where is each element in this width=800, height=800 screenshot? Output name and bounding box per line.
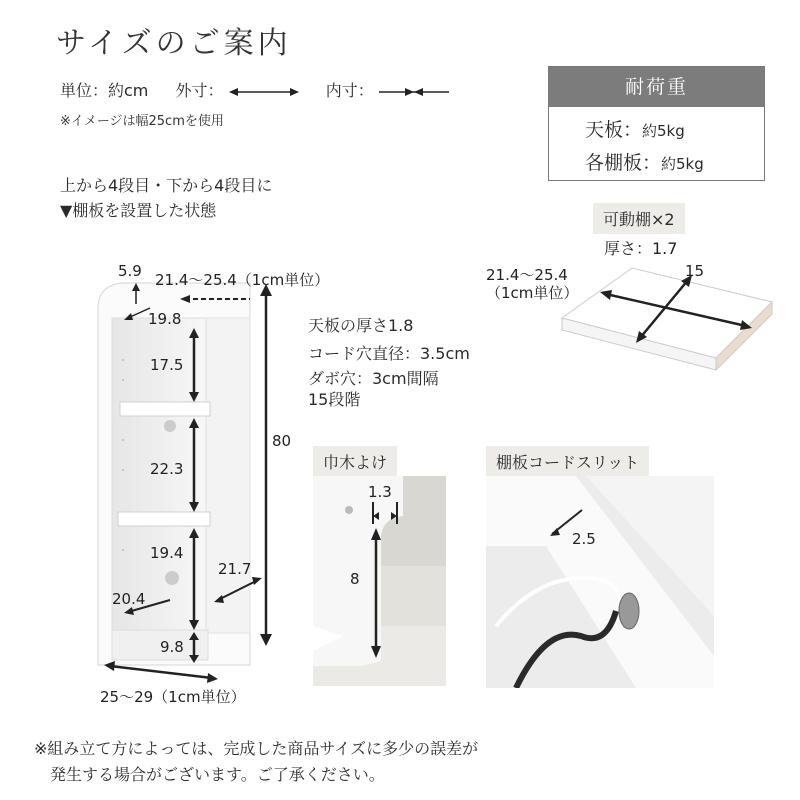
caption-line-1: 上から4段目・下から4段目に — [60, 176, 273, 195]
baseboard-title: 巾木よけ — [313, 446, 397, 477]
dim-h3: 19.4 — [150, 544, 184, 562]
load-shelf-value: 約5kg — [661, 155, 704, 173]
unit-label: 単位：約cm — [60, 81, 149, 100]
shelf-thickness: 厚さ：1.7 — [604, 239, 678, 258]
page-title: サイズのご案内 — [56, 26, 292, 61]
shelf-drawing — [550, 260, 780, 375]
load-top-value: 約5kg — [642, 122, 685, 140]
dim-h1: 17.5 — [150, 356, 184, 374]
slit-photo — [486, 476, 714, 688]
dim-top-thickness-w: 5.9 — [118, 262, 142, 280]
slit-title: 棚板コードスリット — [486, 446, 649, 477]
dim-height: 80 — [272, 432, 292, 450]
outer-label: 外寸： — [175, 81, 224, 100]
dim-h2: 22.3 — [150, 460, 184, 478]
baseboard-height: 8 — [350, 570, 360, 588]
dim-width-range: 21.4〜25.4（1cm単位） — [155, 271, 330, 289]
spec-dowel: ダボ穴：3cm間隔 — [308, 369, 439, 388]
shelf-width-line1: 21.4〜25.4 — [486, 266, 568, 284]
spec-steps: 15段階 — [308, 390, 361, 409]
dim-bottom-width: 25〜29（1cm単位） — [100, 688, 246, 706]
shelf-width-line2: （1cm単位） — [486, 284, 579, 302]
shelf-depth: 15 — [685, 262, 705, 280]
dim-inner-width: 19.8 — [148, 310, 182, 328]
footer-line-1: ※組み立て方によっては、完成した商品サイズに多少の誤差が — [34, 739, 479, 758]
spec-top-thickness: 天板の厚さ1.8 — [308, 316, 414, 335]
load-top-label: 天板： — [585, 119, 643, 141]
spec-cord-hole: コード穴直径：3.5cm — [308, 344, 470, 363]
dim-h4: 20.4 — [112, 590, 146, 608]
image-note: ※イメージは幅25cmを使用 — [60, 114, 224, 129]
shelf-title: 可動棚×2 — [593, 203, 685, 234]
footer-note — [34, 736, 478, 788]
dim-plinth: 9.8 — [160, 638, 184, 656]
baseboard-width: 1.3 — [368, 483, 392, 501]
baseboard-photo — [313, 476, 446, 686]
load-shelf-label: 各棚板： — [585, 152, 662, 174]
footer-line-2: 発生する場合がございます。ご了承ください。 — [50, 765, 385, 784]
shelf-width — [486, 266, 578, 302]
inner-label: 内寸： — [325, 81, 374, 100]
caption-line-2: ▼棚板を設置した状態 — [60, 201, 217, 220]
dim-depth: 21.7 — [218, 560, 252, 578]
load-heading: 耐荷重 — [549, 67, 764, 107]
slit-width: 2.5 — [572, 530, 596, 548]
spec-list — [308, 312, 470, 410]
